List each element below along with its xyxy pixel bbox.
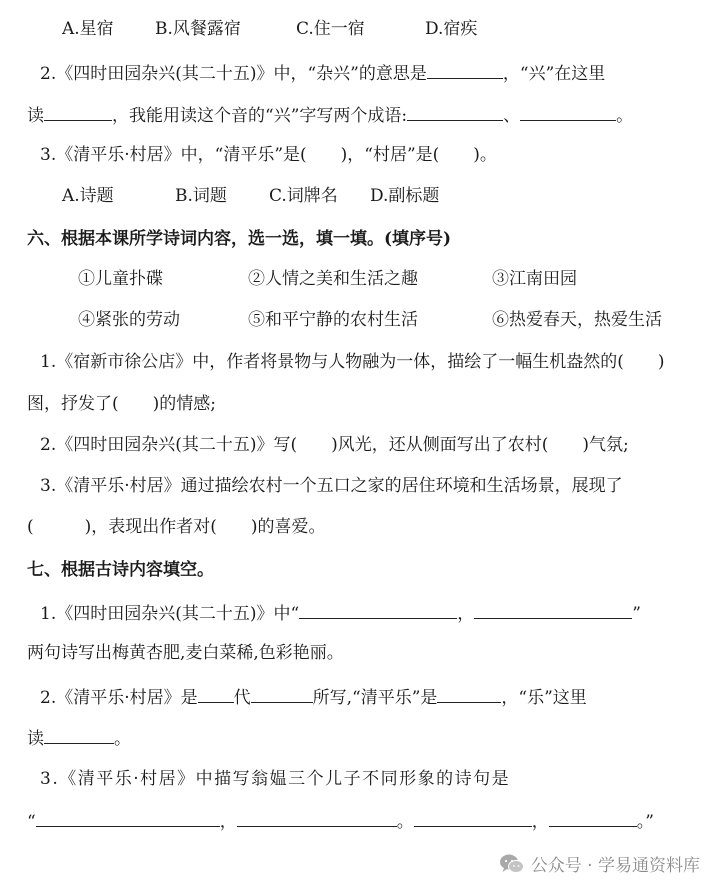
- answer-blank[interactable]: [44, 725, 114, 744]
- option-b: B.词题: [175, 186, 227, 206]
- answer-blank[interactable]: [251, 684, 313, 703]
- watermark-text: 公众号 · 学易通资料库: [530, 856, 700, 876]
- q5-2-line1: 2.《四时田园杂兴(其二十五)》中，“杂兴”的意思是 ，“兴”在这里: [40, 60, 605, 86]
- section-7-heading: 七、根据古诗内容填空。: [27, 560, 214, 580]
- option-b: B.风餐露宿: [155, 19, 241, 39]
- choice-5: ⑤和平宁静的农村生活: [248, 310, 418, 330]
- answer-blank[interactable]: [407, 102, 503, 121]
- wechat-icon: [499, 853, 525, 875]
- answer-blank[interactable]: [198, 684, 234, 703]
- answer-blank[interactable]: [36, 808, 220, 827]
- choice-1: ①儿童扑碟: [78, 269, 163, 289]
- choice-2: ②人情之美和生活之趣: [248, 269, 418, 289]
- option-c: C.词牌名: [269, 186, 338, 206]
- s6-q1-line1: 1.《宿新市徐公店》中，作者将景物与人物融为一体，描绘了一幅生机盎然的( ): [40, 352, 665, 372]
- answer-blank[interactable]: [237, 808, 397, 827]
- s6-q1-line2: 图，抒发了( )的情感;: [27, 394, 216, 414]
- option-d: D.副标题: [370, 186, 440, 206]
- choice-3: ③江南田园: [492, 269, 577, 289]
- s7-q3-line1: 3.《清平乐·村居》中描写翁媪三个儿子不同形象的诗句是: [40, 769, 511, 789]
- q5-2-line2: 读 ，我能用读这个音的“兴”字写两个成语: 、 。: [27, 102, 633, 128]
- s6-q2: 2.《四时田园杂兴(其二十五)》写( )风光，还从侧面写出了农村( )气氛;: [40, 435, 629, 455]
- answer-blank[interactable]: [299, 600, 457, 619]
- s7-q1-line2: 两句诗写出梅黄杏肥,麦白菜稀,色彩艳丽。: [27, 643, 344, 663]
- option-c: C.住一宿: [296, 19, 365, 39]
- q5-3: 3.《清平乐·村居》中，“清平乐”是( )，“村居”是( )。: [40, 145, 497, 165]
- watermark: [499, 851, 700, 876]
- answer-blank[interactable]: [520, 102, 616, 121]
- option-a: A.诗题: [62, 186, 114, 206]
- choice-6: ⑥热爱春天，热爱生活: [492, 310, 662, 330]
- answer-blank[interactable]: [427, 60, 503, 79]
- answer-blank[interactable]: [437, 684, 501, 703]
- s6-q3-line2: ( )，表现出作者对( )的喜爱。: [27, 517, 326, 537]
- option-a: A.星宿: [62, 19, 114, 39]
- s6-q3-line1: 3.《清平乐·村居》通过描绘农村一个五口之家的居住环境和生活场景，展现了: [40, 476, 623, 496]
- answer-blank[interactable]: [414, 808, 532, 827]
- option-d: D.宿疾: [425, 19, 478, 39]
- s7-q2-line1: 2.《清平乐·村居》是 代 所写,“清平乐”是 ，“乐”这里: [40, 684, 587, 710]
- s7-q1-line1: 1.《四时田园杂兴(其二十五)》中“ ， ”: [40, 600, 641, 626]
- choice-4: ④紧张的劳动: [78, 310, 180, 330]
- s7-q3-line2: “ ， 。 ， 。”: [27, 808, 654, 834]
- s7-q2-line2: 读 。: [27, 725, 131, 751]
- answer-blank[interactable]: [549, 808, 637, 827]
- section-6-heading: 六、根据本课所学诗词内容，选一选，填一填。(填序号): [27, 229, 452, 249]
- answer-blank[interactable]: [44, 102, 112, 121]
- answer-blank[interactable]: [474, 600, 632, 619]
